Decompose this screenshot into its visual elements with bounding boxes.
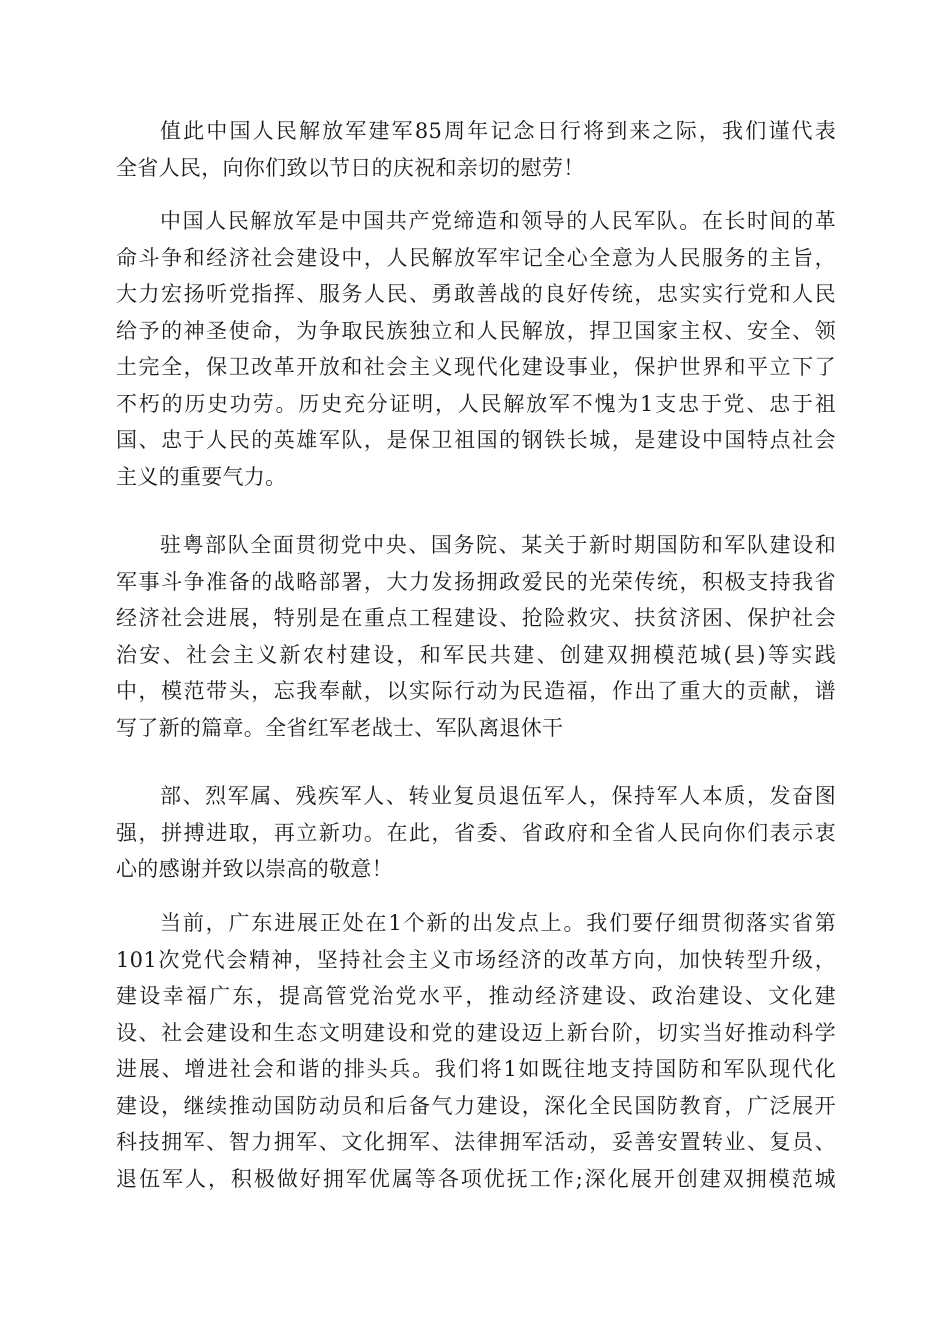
paragraph-line: 土完全，保卫改革开放和社会主义现代化建设事业，保护世界和平立下了: [116, 355, 836, 379]
paragraph-line: 当前，广东进展正处在1个新的出发点上。我们要仔细贯彻落实省第: [160, 911, 836, 935]
paragraph-line: 建设幸福广东，提高管党治党水平，推动经济建设、政治建设、文化建: [116, 984, 836, 1008]
paragraph-line: 写了新的篇章。全省红军老战士、军队离退休干: [116, 715, 564, 740]
paragraph-4: [116, 778, 836, 888]
paragraph-line: 中，模范带头，忘我奉献，以实际行动为民造福，作出了重大的贡献，谱: [116, 679, 836, 703]
paragraph-line: 强，拼搏进取，再立新功。在此，省委、省政府和全省人民向你们表示衷: [116, 820, 836, 845]
paragraph-line: 国、忠于人民的英雄军队，是保卫祖国的钢铁长城，是建设中国特点社会: [116, 428, 836, 452]
paragraph-line: 大力宏扬听党指挥、服务人民、勇敢善战的良好传统，忠实实行党和人民: [116, 282, 836, 306]
paragraph-5: [116, 905, 836, 1197]
paragraph-line: 主义的重要气力。: [116, 464, 287, 489]
paragraph-line: 101次党代会精神，坚持社会主义市场经济的改革方向，加快转型升级，: [116, 947, 836, 972]
paragraph-line: 军事斗争准备的战略部署，大力发扬拥政爱民的光荣传统，积极支持我省: [116, 569, 836, 594]
paragraph-line: 全省人民，向你们致以节日的庆祝和亲切的慰劳！: [116, 155, 585, 180]
paragraph-line: 给予的神圣使命，为争取民族独立和人民解放，捍卫国家主权、安全、领: [116, 318, 836, 343]
paragraph-line: 进展、增进社会和谐的排头兵。我们将1如既往地支持国防和军队现代化: [116, 1057, 836, 1081]
paragraph-line: 经济社会进展，特别是在重点工程建设、抢险救灾、扶贫济困、保护社会: [116, 606, 836, 630]
paragraph-line: 值此中国人民解放军建军85周年记念日行将到来之际，我们谨代表: [160, 119, 836, 143]
paragraph-line: 中国人民解放军是中国共产党缔造和领导的人民军队。在长时间的革: [160, 209, 836, 233]
paragraph-line: 命斗争和经济社会建设中，人民解放军牢记全心全意为人民服务的主旨，: [116, 245, 836, 270]
paragraph-1: [116, 113, 836, 186]
paragraph-line: 设、社会建设和生态文明建设和党的建设迈上新台阶，切实当好推动科学: [116, 1020, 836, 1045]
paragraph-line: 退伍军人，积极做好拥军优属等各项优抚工作;深化展开创建双拥模范城: [116, 1166, 836, 1191]
paragraph-line: 不朽的历史功劳。历史充分证明，人民解放军不愧为1支忠于党、忠于祖: [116, 391, 836, 416]
paragraph-2: [116, 203, 836, 495]
paragraph-line: 科技拥军、智力拥军、文化拥军、法律拥军活动，妥善安置转业、复员、: [116, 1130, 836, 1154]
paragraph-line: 驻粤部队全面贯彻党中央、国务院、某关于新时期国防和军队建设和: [160, 533, 836, 557]
paragraph-line: 部、烈军属、残疾军人、转业复员退伍军人，保持军人本质，发奋图: [160, 784, 836, 808]
paragraph-line: 建设，继续推动国防动员和后备气力建设，深化全民国防教育，广泛展开: [116, 1093, 836, 1118]
paragraph-line: 心的感谢并致以崇高的敬意！: [116, 857, 393, 881]
paragraph-3: [116, 527, 836, 746]
paragraph-line: 治安、社会主义新农村建设，和军民共建、创建双拥模范城(县)等实践: [116, 642, 836, 667]
